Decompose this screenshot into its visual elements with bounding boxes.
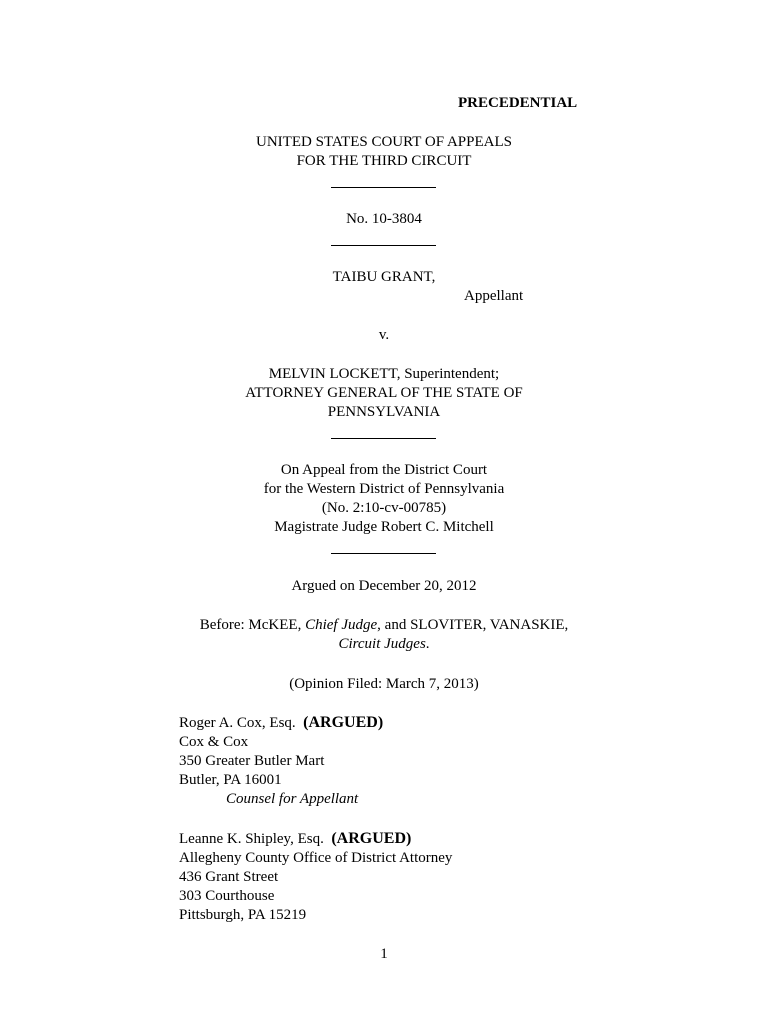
separator-rule — [331, 245, 436, 246]
appellant-counsel-role: Counsel for Appellant — [226, 791, 359, 807]
precedential-label: PRECEDENTIAL — [458, 95, 578, 111]
appellee-counsel-address3: Pittsburgh, PA 15219 — [179, 907, 307, 923]
argued-date: Argued on December 20, 2012 — [291, 578, 477, 594]
appellee-line2: ATTORNEY GENERAL OF THE STATE OF — [245, 385, 523, 401]
appellee-line3: PENNSYLVANIA — [327, 404, 441, 420]
appellant-counsel-address2: Butler, PA 16001 — [179, 772, 282, 788]
court-name-line1: UNITED STATES COURT OF APPEALS — [256, 134, 512, 150]
panel-circuit-judges: Circuit Judges — [338, 636, 426, 652]
appellee-counsel-address1: 436 Grant Street — [179, 869, 279, 885]
appeal-judge: Magistrate Judge Robert C. Mitchell — [274, 519, 494, 535]
argued-badge: (ARGUED) — [303, 714, 384, 731]
appellant-role: Appellant — [464, 288, 524, 304]
appellee-counsel-name: Leanne K. Shipley, Esq. — [179, 831, 324, 847]
argued-badge: (ARGUED) — [331, 830, 412, 847]
appellant-counsel-name: Roger A. Cox, Esq. — [179, 715, 296, 731]
panel-chief-judge: Chief Judge — [305, 617, 378, 633]
appellant-name: TAIBU GRANT, — [332, 269, 436, 285]
panel-before: Before: McKEE, — [199, 617, 306, 633]
separator-rule — [331, 553, 436, 554]
appellee-counsel-name-line — [179, 829, 411, 849]
appellee-line1: MELVIN LOCKETT, Superintendent; — [268, 366, 500, 382]
appeal-line1: On Appeal from the District Court — [280, 462, 488, 478]
appeal-line2: for the Western District of Pennsylvania — [263, 481, 505, 497]
appeal-docket: (No. 2:10-cv-00785) — [321, 500, 447, 516]
panel-line1 — [0, 616, 768, 635]
appellee-counsel-address2: 303 Courthouse — [179, 888, 275, 904]
appellee-counsel-office: Allegheny County Office of District Attorney — [179, 850, 453, 866]
panel-others: , and SLOVITER, VANASKIE, — [377, 617, 569, 633]
panel-period: . — [425, 636, 430, 652]
appellant-counsel-name-line — [179, 713, 383, 733]
appellant-counsel-address1: 350 Greater Butler Mart — [179, 753, 325, 769]
court-name-line2: FOR THE THIRD CIRCUIT — [296, 153, 472, 169]
appellant-counsel-firm: Cox & Cox — [179, 734, 249, 750]
versus: v. — [378, 327, 390, 343]
page-number: 1 — [380, 946, 388, 962]
separator-rule — [331, 187, 436, 188]
opinion-filed: (Opinion Filed: March 7, 2013) — [289, 676, 479, 692]
case-number: No. 10-3804 — [346, 211, 422, 227]
separator-rule — [331, 438, 436, 439]
panel-line2 — [0, 635, 768, 654]
